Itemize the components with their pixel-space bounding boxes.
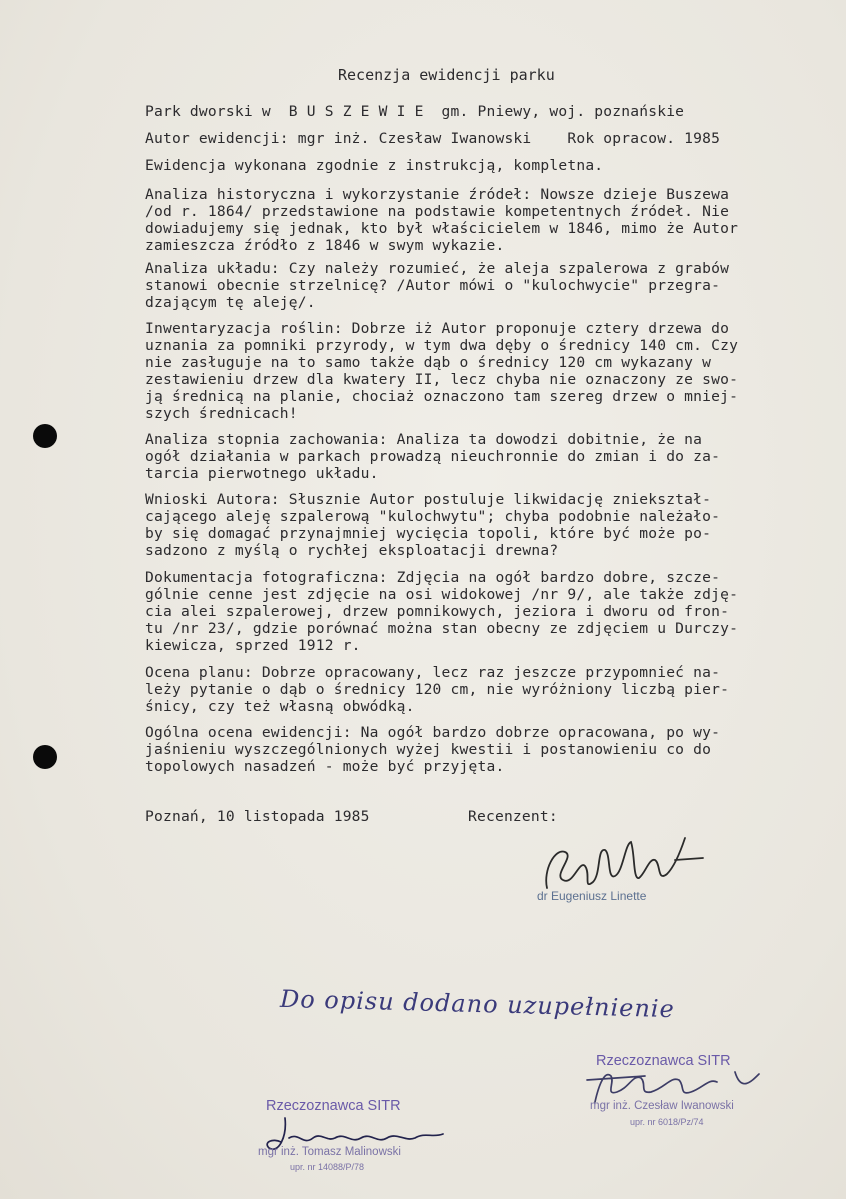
text-line: Wnioski Autora: Słusznie Autor postuluje likwidację zniekształ- [145,491,712,508]
text-line: kiewicza, sprzed 1912 r. [145,637,361,654]
document-title: Recenzja ewidencji parku [338,66,555,84]
text-line: Analiza historyczna i wykorzystanie źródeł: Nowsze dzieje Buszewa [145,186,730,203]
text-line: topolowych nasadzeń - może być przyjęta. [145,758,505,775]
text-line: śnicy, czy też własną obwódką. [145,698,415,715]
text-line: ogół działania w parkach prowadzą nieuchronnie do zmian i do za- [145,448,721,465]
text-line: Ogólna ocena ewidencji: Na ogół bardzo dobrze opracowana, po wy- [145,724,721,741]
text-line: /od r. 1864/ przedstawione na podstawie kompetentnych źródeł. Nie [145,203,730,220]
punch-hole [33,745,57,769]
handwritten-note: Do opisu dodano uzupełnienie [279,984,676,1024]
text-line: Dokumentacja fotograficzna: Zdjęcia na ogół bardzo dobre, szcze- [145,569,721,586]
text-line: zamieszcza źródło z 1846 w swym wykazie. [145,237,505,254]
place-date: Poznań, 10 listopada 1985 [145,808,370,825]
text-line: Analiza stopnia zachowania: Analiza ta dowodzi dobitnie, że na [145,431,703,448]
text-line: cającego aleję szpalerową "kulochwytu"; chyba podobnie należało- [145,508,721,525]
text-line: Inwentaryzacja roślin: Dobrze iż Autor proponuje cztery drzewa do [145,320,730,337]
text-line: dowiadujemy się jednak, kto był właścicielem w 1846, mimo że Autor [145,220,739,237]
text-line: Ocena planu: Dobrze opracowany, lecz raz jeszcze przypomnieć na- [145,664,721,681]
text-line: uznania za pomniki przyrody, w tym dwa dęby o średnicy 140 cm. Czy [145,337,739,354]
stamp-left-license: upr. nr 14088/P/78 [290,1162,365,1172]
text-line: dzającym tę aleję/. [145,294,316,311]
punch-hole [33,424,57,448]
text-line: tarcia pierwotnego układu. [145,465,379,482]
text-line: ją średnicą na planie, chociaż oznaczono tam szereg drzew o mniej- [145,388,739,405]
text-line: zestawieniu drzew dla kwatery II, lecz chyba nie oznaczony ze swo- [145,371,739,388]
stamp-right-license: upr. nr 6018/Pz/74 [630,1117,704,1127]
text-line: Analiza układu: Czy należy rozumieć, że aleja szpalerowa z grabów [145,260,730,277]
stamp-left-name: mgr inż. Tomasz Malinowski [258,1146,401,1158]
text-line: stanowi obecnie strzelnicę? /Autor mówi o "kulochwycie" przegra- [145,277,721,294]
text-line: leży pytanie o dąb o średnicy 120 cm, nie wyróżniony liczbą pier- [145,681,730,698]
text-line: jaśnieniu wyszczególnionych wyżej kwestii i postanowieniu co do [145,741,712,758]
text-line: szych średnicach! [145,405,298,422]
text-line: tu /nr 23/, gdzie porównać można stan obecny ze zdjęciem u Durczy- [145,620,739,637]
text-line: cia alei szpalerowej, drzew pomnikowych, jeziora i dworu od fron- [145,603,730,620]
reviewer-label: Recenzent: [468,808,558,825]
stamp-right-name: mgr inż. Czesław Iwanowski [590,1100,734,1112]
header-line-status: Ewidencja wykonana zgodnie z instrukcją, kompletna. [145,157,604,174]
stamp-right-title: Rzeczoznawca SITR [596,1053,731,1069]
header-line-park: Park dworski w B U S Z E W I E gm. Pniewy, woj. poznańskie [145,103,685,120]
stamp-left-title: Rzeczoznawca SITR [266,1098,401,1114]
header-line-author: Autor ewidencji: mgr inż. Czesław Iwanowski Rok opracow. 1985 [145,130,721,147]
text-line: sadzono z myślą o rychłej eksploatacji drewna? [145,542,559,559]
reviewer-name-stamp: dr Eugeniusz Linette [537,889,647,903]
text-line: nie zasługuje na to samo także dąb o średnicy 120 cm wykazany w [145,354,712,371]
text-line: gólnie cenne jest zdjęcie na osi widokowej /nr 9/, ale także zdję- [145,586,739,603]
text-line: by się domagać przynajmniej wycięcia topoli, które być może po- [145,525,712,542]
